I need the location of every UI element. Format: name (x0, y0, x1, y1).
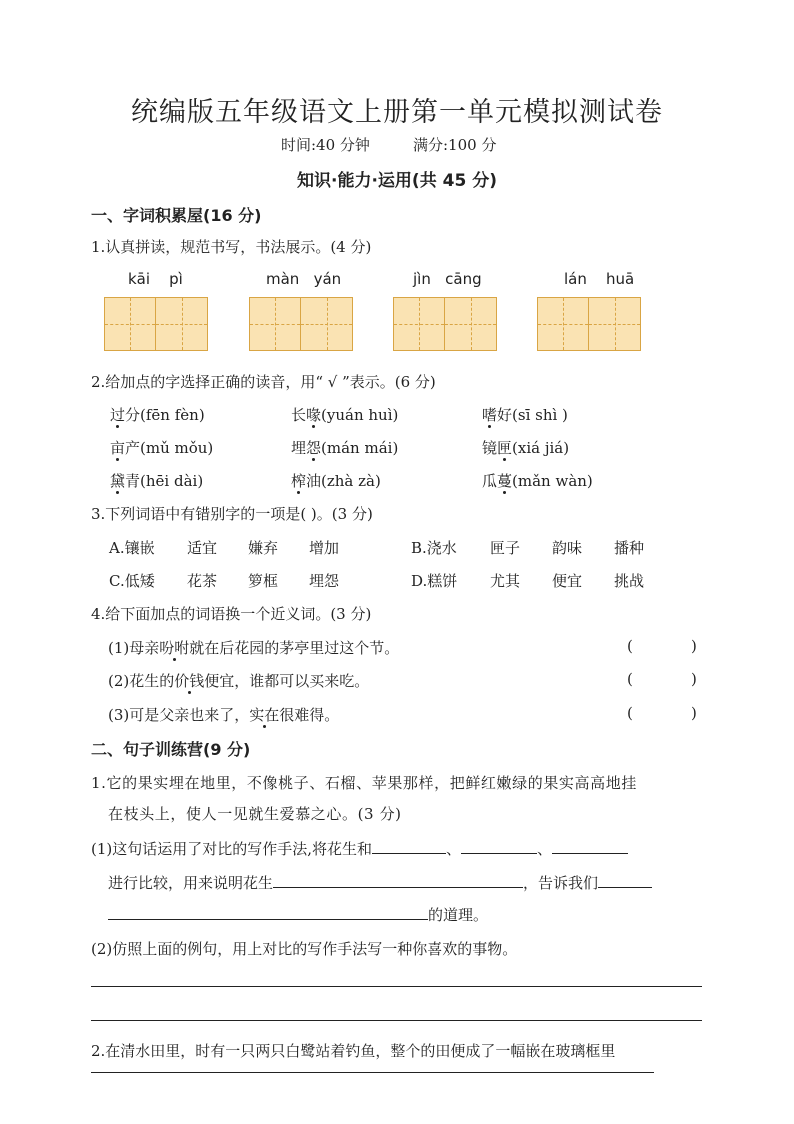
q3-prompt: 3.下列词语中有错别字的一项是( )。(3 分) (91, 505, 373, 523)
answer-blank[interactable] (108, 904, 428, 920)
pinyin-1: kāi pì (128, 270, 183, 288)
option-b-word: 播种 (614, 539, 645, 557)
writing-line[interactable] (91, 1020, 702, 1021)
writing-line[interactable] (91, 1072, 654, 1073)
answer-paren-left: ( (627, 637, 633, 655)
sub-question-1-cont: 进行比较，用来说明花生 ，告诉我们 (108, 872, 652, 893)
option-a-word: 增加 (309, 539, 340, 557)
answer-blank[interactable] (273, 872, 523, 888)
part1-heading: 一、字词积累屋(16 分) (91, 206, 262, 225)
option-d-word: 便宜 (552, 572, 583, 590)
option-b-word: 韵味 (552, 539, 583, 557)
exam-time: 时间:40 分钟 (281, 136, 370, 154)
option-a-word: A.镶嵌 (109, 539, 155, 557)
synonym-item: (2)花生的价钱便宜，谁都可以买来吃。 (108, 672, 370, 690)
pinyin-4: lán huā (564, 270, 635, 288)
synonym-item: (1)母亲吩咐就在后花园的茅亭里过这个节。 (108, 639, 400, 657)
answer-blank[interactable] (461, 838, 537, 854)
pinyin-2: màn yán (266, 270, 342, 288)
answer-paren-left: ( (627, 670, 633, 688)
synonym-item: (3)可是父亲也来了，实在很难得。 (108, 706, 340, 724)
reading-item: 过分(fēn fèn) (110, 406, 205, 424)
reading-item: 瓜蔓(mǎn wàn) (482, 472, 593, 490)
answer-blank[interactable] (598, 872, 652, 888)
writing-grid-1[interactable] (104, 297, 208, 351)
reading-item: 亩产(mǔ mǒu) (110, 439, 214, 457)
writing-line[interactable] (91, 986, 702, 987)
answer-paren-right: ) (691, 637, 697, 655)
option-d-word: D.糕饼 (411, 572, 458, 590)
writing-grid-2[interactable] (249, 297, 353, 351)
option-a-word: 嫌弃 (248, 539, 279, 557)
page-title: 统编版五年级语文上册第一单元模拟测试卷 (131, 97, 663, 128)
answer-blank[interactable] (552, 838, 628, 854)
reading-item: 长喙(yuán huì) (291, 406, 399, 424)
q4-prompt: 4.给下面加点的词语换一个近义词。(3 分) (91, 605, 372, 623)
sub-question-2: (2)仿照上面的例句，用上对比的写作手法写一种你喜欢的事物。 (91, 940, 518, 958)
option-c-word: 埋怨 (309, 572, 340, 590)
writing-grid-4[interactable] (537, 297, 641, 351)
reading-item: 镜匣(xiá jiá) (482, 439, 570, 457)
option-d-word: 尤其 (490, 572, 521, 590)
sentence-line: 2.在清水田里，时有一只两只白鹭站着钓鱼，整个的田便成了一幅嵌在玻璃框里 (91, 1042, 616, 1060)
writing-grid-3[interactable] (393, 297, 497, 351)
answer-paren-left: ( (627, 704, 633, 722)
sub-question-1-end: 的道理。 (108, 904, 488, 925)
q2-prompt: 2.给加点的字选择正确的读音，用“ √ ”表示。(6 分) (91, 373, 436, 391)
reading-item: 埋怨(mán mái) (291, 439, 399, 457)
answer-blank[interactable] (372, 838, 446, 854)
option-c-word: 花茶 (187, 572, 218, 590)
option-c-word: C.低矮 (109, 572, 155, 590)
sentence-line: 在枝头上，使人一见就生爱慕之心。(3 分) (108, 805, 402, 823)
part2-heading: 二、句子训练营(9 分) (91, 740, 251, 759)
section-heading: 知识·能力·运用(共 45 分) (297, 171, 497, 191)
option-b-word: B.浇水 (411, 539, 457, 557)
option-b-word: 匣子 (490, 539, 521, 557)
sentence-line: 1.它的果实埋在地里，不像桃子、石榴、苹果那样，把鲜红嫩绿的果实高高地挂 (91, 774, 637, 792)
reading-item: 嗜好(sī shì ) (482, 406, 568, 424)
q1-prompt: 1.认真拼读，规范书写，书法展示。(4 分) (91, 238, 372, 256)
sub-question-1: (1)这句话运用了对比的写作手法,将花生和 、 、 (91, 838, 628, 859)
reading-item: 黛青(hēi dài) (110, 472, 204, 490)
reading-item: 榨油(zhà zà) (291, 472, 381, 490)
option-a-word: 适宜 (187, 539, 218, 557)
option-d-word: 挑战 (614, 572, 645, 590)
answer-paren-right: ) (691, 704, 697, 722)
exam-full-score: 满分:100 分 (413, 136, 497, 154)
pinyin-3: jìn cāng (413, 270, 482, 288)
option-c-word: 箩框 (248, 572, 279, 590)
answer-paren-right: ) (691, 670, 697, 688)
